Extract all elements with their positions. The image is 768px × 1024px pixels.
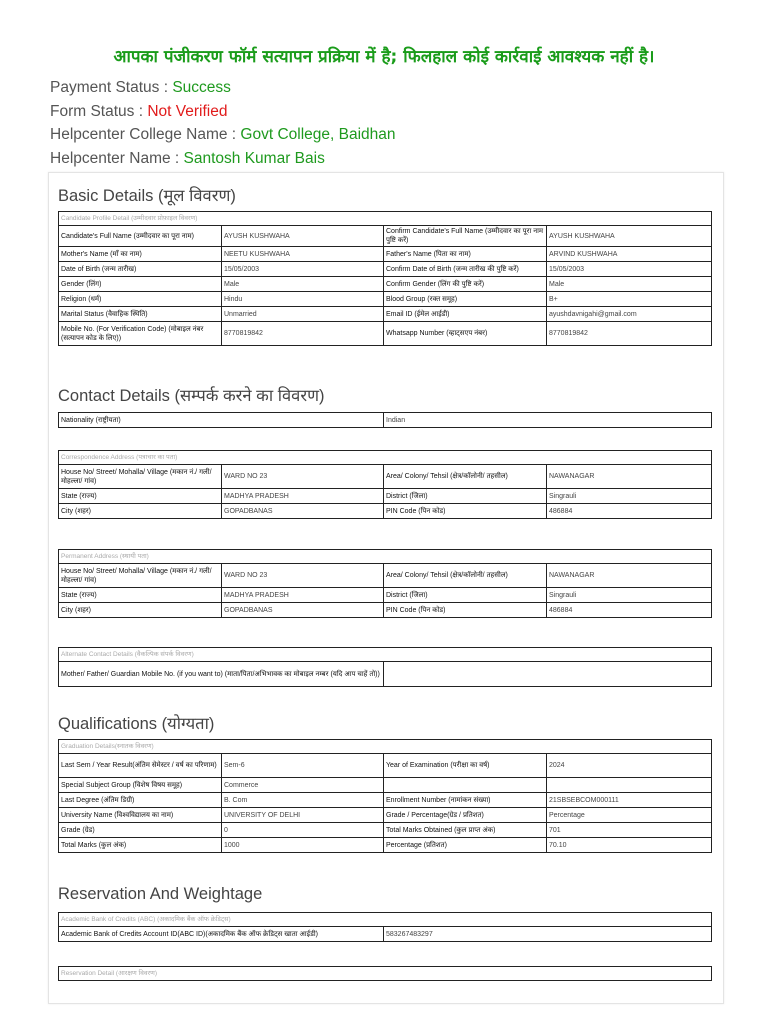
- table-caption-row: [59, 212, 712, 226]
- field-value: NAWANAGAR: [547, 564, 712, 588]
- field-label: Confirm Candidate's Full Name (उम्मीदवार का पूरा नाम पुष्टि करें): [384, 226, 547, 247]
- table-row: [59, 754, 712, 778]
- field-label: District (जिला): [384, 588, 547, 603]
- field-label: Grade (ग्रेड): [59, 823, 222, 838]
- table-row: [59, 292, 712, 307]
- field-value: Commerce: [222, 778, 384, 793]
- field-value: 15/05/2003: [222, 262, 384, 277]
- field-label: Blood Group (रक्त समूह): [384, 292, 547, 307]
- field-value: 1000: [222, 838, 384, 853]
- field-value: 701: [547, 823, 712, 838]
- field-label: Candidate's Full Name (उम्मीदवार का पूरा नाम): [59, 226, 222, 247]
- field-label: House No/ Street/ Mohalla/ Village (मकान नं./ गली/ मोहल्ला/ गांव): [59, 564, 222, 588]
- table-permanent: [58, 549, 712, 618]
- table-caption-row: [59, 913, 712, 927]
- field-label: Special Subject Group (विशेष विषय समूह): [59, 778, 222, 793]
- field-value: Indian: [384, 413, 712, 428]
- table-nationality: [58, 412, 712, 428]
- table-row: [59, 322, 712, 346]
- table-caption: Reservation Detail (आरक्षण विवरण): [59, 967, 712, 981]
- table-row: [59, 262, 712, 277]
- table-caption: Alternate Contact Details (वैकल्पिक संपर्क विवरण): [59, 648, 712, 662]
- table-row: [59, 307, 712, 322]
- field-value: 486884: [547, 504, 712, 519]
- field-value: Unmarried: [222, 307, 384, 322]
- table-caption: Academic Bank of Credits (ABC) (अकादमिक बैंक ऑफ क्रेडिट्स): [59, 913, 712, 927]
- table-caption: Permanent Address (स्थायी पता): [59, 550, 712, 564]
- field-label: State (राज्य): [59, 588, 222, 603]
- payment-status-value: Success: [172, 79, 231, 96]
- table-profile: [58, 211, 712, 346]
- field-label: Area/ Colony/ Tehsil (क्षेत्र/कॉलोनी/ तहसील): [384, 465, 547, 489]
- field-label: Last Sem / Year Result(अंतिम सेमेस्टर / वर्ष का परिणाम): [59, 754, 222, 778]
- field-value: 70.10: [547, 838, 712, 853]
- table-alternate: [58, 647, 712, 687]
- field-label: Year of Examination (परीक्षा का वर्ष): [384, 754, 547, 778]
- field-label: Marital Status (वैवाहिक स्थिति): [59, 307, 222, 322]
- field-value: AYUSH KUSHWAHA: [222, 226, 384, 247]
- table-row: [59, 277, 712, 292]
- helpcenter-name: Helpcenter Name : Santosh Kumar Bais: [50, 149, 325, 167]
- field-label: District (जिला): [384, 489, 547, 504]
- field-label: Total Marks (कुल अंक): [59, 838, 222, 853]
- field-value: 0: [222, 823, 384, 838]
- table-row: [59, 504, 712, 519]
- field-label: [384, 778, 547, 793]
- field-value: [547, 778, 712, 793]
- field-value: Sem-6: [222, 754, 384, 778]
- field-label: Enrollment Number (नामांकन संख्या): [384, 793, 547, 808]
- table-row: [59, 793, 712, 808]
- field-label: Father's Name (पिता का नाम): [384, 247, 547, 262]
- field-value: Male: [222, 277, 384, 292]
- table-graduation: [58, 739, 712, 853]
- field-value: ayushdavnigahi@gmail.com: [547, 307, 712, 322]
- field-value: WARD NO 23: [222, 465, 384, 489]
- table-caption-row: [59, 451, 712, 465]
- field-value: B. Com: [222, 793, 384, 808]
- table-row: [59, 927, 712, 942]
- table-caption-row: [59, 648, 712, 662]
- table-caption-row: [59, 967, 712, 981]
- section-basic-details: Basic Details (मूल विवरण): [58, 187, 236, 205]
- verification-banner: आपका पंजीकरण फॉर्म सत्यापन प्रक्रिया में है; फिलहाल कोई कार्रवाई आवश्यक नहीं है।: [113, 47, 655, 67]
- field-value: 21SBSEBCOM000111: [547, 793, 712, 808]
- form-status-value: Not Verified: [147, 102, 228, 120]
- field-value: NAWANAGAR: [547, 465, 712, 489]
- field-label: Gender (लिंग): [59, 277, 222, 292]
- field-label: Email ID (ईमेल आईडी): [384, 307, 547, 322]
- helpcenter-college-value: Govt College, Baidhan: [240, 126, 396, 143]
- field-label: Confirm Date of Birth (जन्म तारीख की पुष्टि करें): [384, 262, 547, 277]
- field-label: Whatsapp Number (व्हाट्सएप नंबर): [384, 322, 547, 346]
- field-value: 15/05/2003: [547, 262, 712, 277]
- field-label: Religion (धर्म): [59, 292, 222, 307]
- field-value: Singrauli: [547, 588, 712, 603]
- table-reservation: [58, 966, 712, 981]
- field-value: Hindu: [222, 292, 384, 307]
- field-value: Male: [547, 277, 712, 292]
- field-value: B+: [547, 292, 712, 307]
- field-label: House No/ Street/ Mohalla/ Village (मकान नं./ गली/ मोहल्ला/ गांव): [59, 465, 222, 489]
- section-reservation: Reservation And Weightage: [58, 885, 263, 903]
- table-row: [59, 247, 712, 262]
- field-label: City (शहर): [59, 504, 222, 519]
- helpcenter-name-value: Santosh Kumar Bais: [183, 149, 325, 167]
- table-row: [59, 465, 712, 489]
- table-row: [59, 823, 712, 838]
- field-label: Confirm Gender (लिंग की पुष्टि करें): [384, 277, 547, 292]
- field-label: Total Marks Obtained (कुल प्राप्त अंक): [384, 823, 547, 838]
- table-caption: Correspondence Address (पत्राचार का पता): [59, 451, 712, 465]
- table-abc: [58, 912, 712, 942]
- field-label: Last Degree (अंतिम डिग्री): [59, 793, 222, 808]
- field-label: State (राज्य): [59, 489, 222, 504]
- field-label: Mother's Name (माँ का नाम): [59, 247, 222, 262]
- table-row: [59, 778, 712, 793]
- table-row: [59, 662, 712, 687]
- field-value: Percentage: [547, 808, 712, 823]
- field-value: GOPADBANAS: [222, 504, 384, 519]
- helpcenter-college: Helpcenter College Name : Govt College, Baidhan: [50, 126, 396, 143]
- field-label: PIN Code (पिन कोड): [384, 504, 547, 519]
- field-label: PIN Code (पिन कोड): [384, 603, 547, 618]
- status-block: [50, 76, 396, 170]
- field-value: UNIVERSITY OF DELHI: [222, 808, 384, 823]
- field-value: Singrauli: [547, 489, 712, 504]
- table-caption-row: [59, 740, 712, 754]
- field-value: 8770819842: [222, 322, 384, 346]
- field-value: GOPADBANAS: [222, 603, 384, 618]
- field-label: Percentage (प्रतिशत): [384, 838, 547, 853]
- field-label: Mother/ Father/ Guardian Mobile No. (if you want to) (माता/पिता/अभिभावक का मोबाइल नम्बर (यदि आप चाहें तो)): [59, 662, 384, 687]
- table-row: [59, 413, 712, 428]
- field-value: 2024: [547, 754, 712, 778]
- table-row: [59, 489, 712, 504]
- field-value: ARVIND KUSHWAHA: [547, 247, 712, 262]
- field-value: MADHYA PRADESH: [222, 588, 384, 603]
- table-row: [59, 588, 712, 603]
- table-row: [59, 808, 712, 823]
- table-row: [59, 838, 712, 853]
- table-caption: Graduation Details(स्नातक विवरण): [59, 740, 712, 754]
- field-label: Area/ Colony/ Tehsil (क्षेत्र/कॉलोनी/ तहसील): [384, 564, 547, 588]
- table-caption-row: [59, 550, 712, 564]
- field-label: University Name (विश्वविद्यालय का नाम): [59, 808, 222, 823]
- field-label: City (शहर): [59, 603, 222, 618]
- table-row: [59, 226, 712, 247]
- field-label: Mobile No. (For Verification Code) (मोबाइल नंबर (सत्यापन कोड के लिए)): [59, 322, 222, 346]
- field-label: Nationality (राष्ट्रीयता): [59, 413, 384, 428]
- field-value: MADHYA PRADESH: [222, 489, 384, 504]
- field-value: 486884: [547, 603, 712, 618]
- section-contact-details: Contact Details (सम्पर्क करने का विवरण): [58, 387, 325, 405]
- payment-status: Payment Status : Success: [50, 79, 231, 96]
- field-value: 8770819842: [547, 322, 712, 346]
- table-correspondence: [58, 450, 712, 519]
- field-value: 583267483297: [384, 927, 712, 942]
- field-label: Grade / Percentage(ग्रेड / प्रतिशत): [384, 808, 547, 823]
- field-label: Date of Birth (जन्म तारीख): [59, 262, 222, 277]
- field-value: AYUSH KUSHWAHA: [547, 226, 712, 247]
- form-status: Form Status : Not Verified: [50, 102, 228, 120]
- table-row: [59, 564, 712, 588]
- section-qualifications: Qualifications (योग्यता): [58, 715, 215, 733]
- table-caption: Candidate Profile Detail (उम्मीदवार प्रोफ़ाइल विवरण): [59, 212, 712, 226]
- field-value: NEETU KUSHWAHA: [222, 247, 384, 262]
- table-row: [59, 603, 712, 618]
- field-value: [384, 662, 712, 687]
- field-label: Academic Bank of Credits Account ID(ABC ID)(अकादमिक बैंक ऑफ क्रेडिट्स खाता आईडी): [59, 927, 384, 942]
- field-value: WARD NO 23: [222, 564, 384, 588]
